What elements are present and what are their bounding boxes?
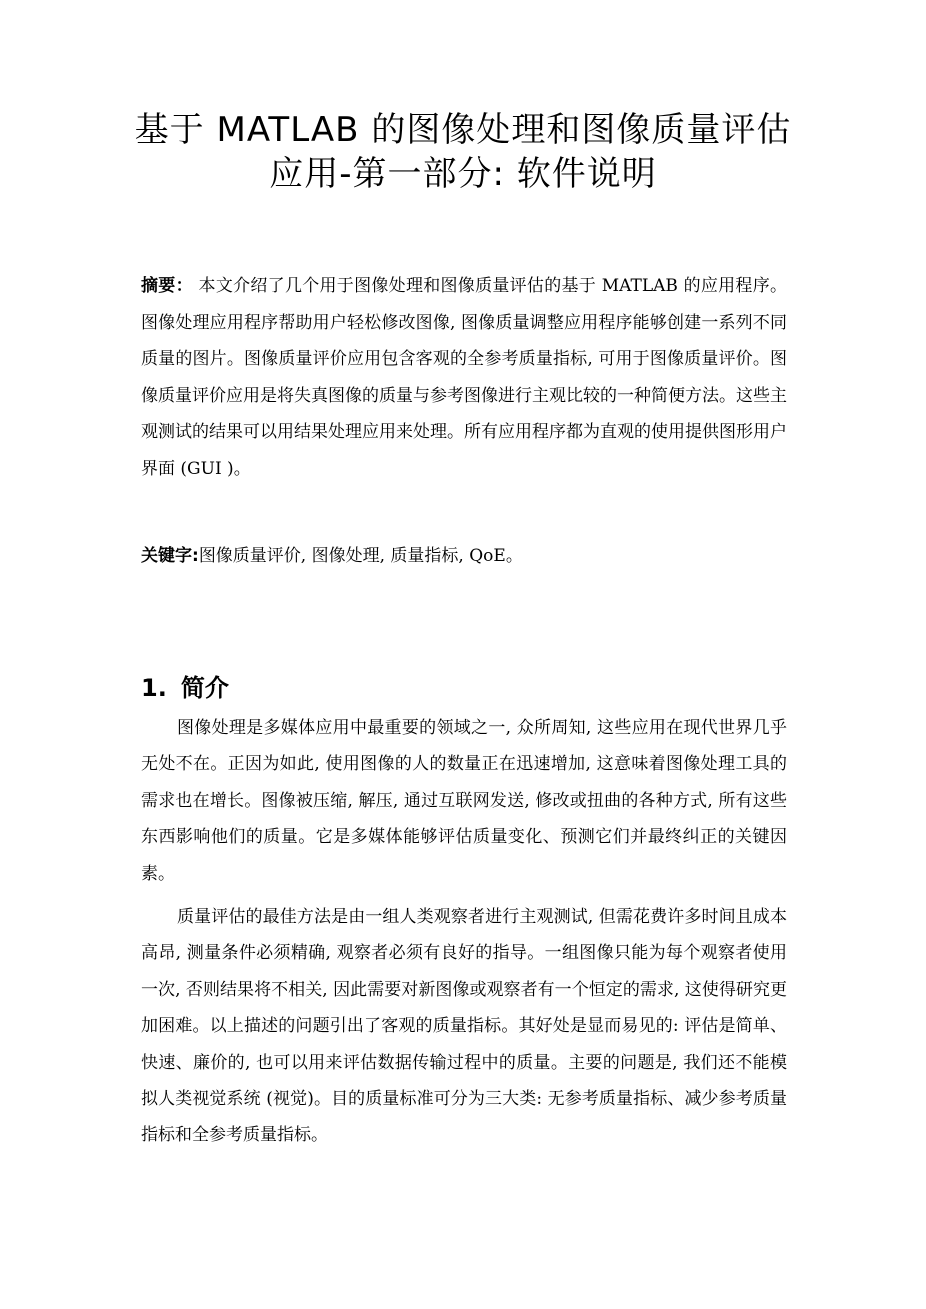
section-heading-introduction [141, 668, 229, 708]
keywords-text: 图像质量评价, 图像处理, 质量指标, QoE。 [198, 546, 523, 566]
section-title: 简介 [180, 674, 229, 702]
section-number: 1. [141, 674, 167, 702]
paper-title-line-1: 基于 MATLAB 的图像处理和图像质量评估 [134, 110, 792, 150]
paper-title-line-2: 应用-第一部分: 软件说明 [269, 154, 657, 194]
abstract-label: 摘要： [141, 276, 193, 296]
keywords [141, 538, 787, 574]
paper-title [100, 108, 826, 196]
body-paragraph: 质量评估的最佳方法是由一组人类观察者进行主观测试, 但需花费许多时间且成本高昂, 测量条件必须精确, 观察者必须有良好的指导。一组图像只能为每个观察者使用一次, 否则结果将不相关, 因此需要对新图像或观察者有一个恒定的需求, 这使得研究更加困难。以上描述的问题引出了客观的质量指标。其好处是显而易见的: 评估是简单、快速、廉价的, 也可以用来评估数据传输过程中的质量。主要的问题是, 我们还不能模拟人类视觉系统 (视觉)。目的质量标准可分为三大类: 无参考质量指标、减少参考质量指标和全参考质量指标。 [141, 907, 787, 1146]
abstract [141, 268, 787, 487]
abstract-text: 本文介绍了几个用于图像处理和图像质量评估的基于 MATLAB 的应用程序。图像处理应用程序帮助用户轻松修改图像, 图像质量调整应用程序能够创建一系列不同质量的图片。图像质量评价应用包含客观的全参考质量指标, 可用于图像质量评价。图像质量评价应用是将失真图像的质量与参考图像进行主观比较的一种简便方法。这些主观测试的结果可以用结果处理应用来处理。所有应用程序都为直观的使用提供图形用户界面 (GUI )。 [141, 276, 787, 479]
keywords-label: 关键字: [141, 546, 199, 566]
body-paragraph: 图像处理是多媒体应用中最重要的领域之一, 众所周知, 这些应用在现代世界几乎无处不在。正因为如此, 使用图像的人的数量正在迅速增加, 这意味着图像处理工具的需求也在增长。图像被压缩, 解压, 通过互联网发送, 修改或扭曲的各种方式, 所有这些东西影响他们的质量。它是多媒体能够评估质量变化、预测它们并最终纠正的关键因素。 [141, 718, 787, 884]
